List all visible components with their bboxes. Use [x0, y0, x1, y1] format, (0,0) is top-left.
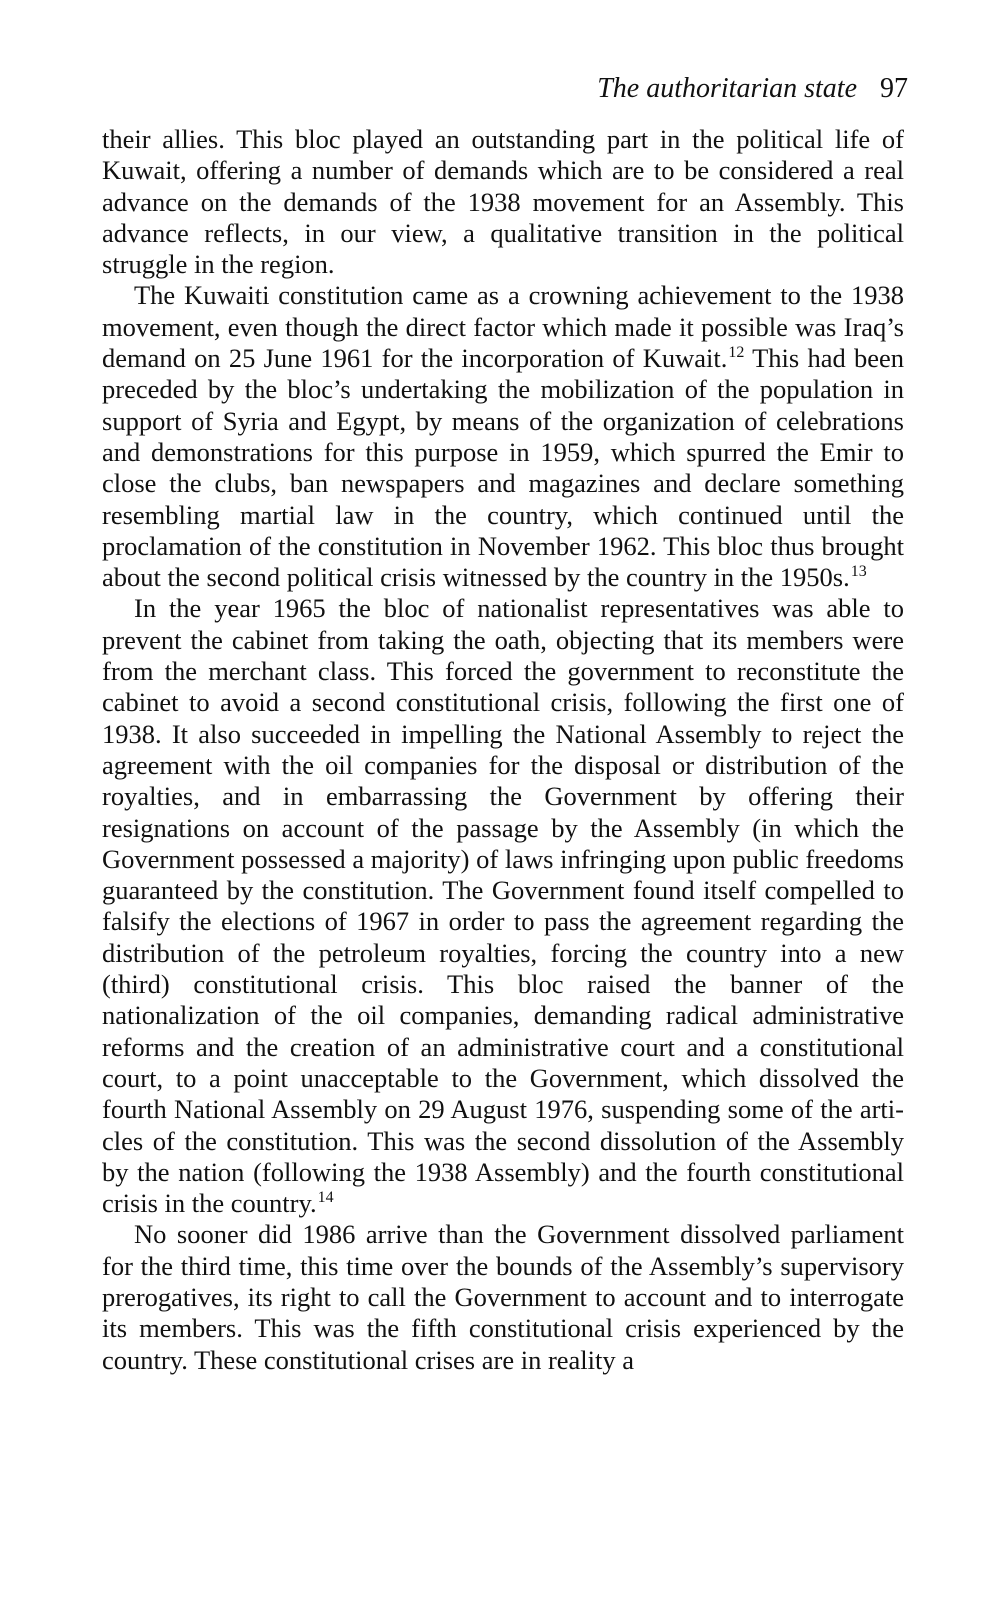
paragraph-text: This had been preceded by the bloc’s undertaking the mobilization of the population in support of Syria and Egypt, by means of the organization of celebrations and demonstrations for this purpose in 1959, which spurred the Emir to close the clubs, ban newspapers and magazines and declare something resembling martial law in the country, which continued until the proclamation of the constitution in November 1962. This bloc thus brought about the second political crisis witnessed by the country in the 1950s. [102, 343, 904, 593]
running-title: The authoritarian state [597, 73, 857, 104]
page-number: 97 [880, 73, 908, 104]
paragraph-text: In the year 1965 the bloc of nationalist representatives was able to prevent the cabinet from taking the oath, objecting that its members were from the merchant class. This forced the government to reconstitute the cabinet to avoid a second constitutional crisis, following the first one of 1938. It also succeeded in impelling the National Assembly to reject the agreement with the oil companies for the disposal or distribution of the royalties, and in embarrassing the Government by offering their resignations on account of the passage by the Assembly (in which the Government possessed a majority) of laws infringing upon public freedoms guaranteed by the constitution. The Government found itself compelled to falsify the elections of 1967 in order to pass the agreement regarding the distribution of the petroleum royalties, forcing the country into a new (third) constitutional crisis. This bloc raised the banner of the nationalization of the oil companies, demanding radical administrative reforms and the creation of an administrative court and a constitutional court, to a point unacceptable to the Government, which dissolved the fourth National Assembly on 29 August 1976, suspending some of the articles of the constitution. This was the second dissolution of the Assembly by the nation (following the 1938 Assembly) and the fourth constitutional crisis in the country. [102, 593, 904, 1219]
running-head [597, 72, 908, 106]
footnote-marker: 12 [728, 344, 745, 362]
paragraph-text: their allies. This bloc played an outstanding part in the political life of Kuwait, offering a number of demands which are to be considered a real advance on the demands of the 1938 movement for an Assembly. This advance reflects, in our view, a qualitative transition in the political struggle in the region. [102, 124, 904, 280]
paragraph-text: The Kuwaiti constitution came as a crowning achievement to the 1938 movement, even though the direct factor which made it possible was Iraq’s demand on 25 June 1961 for the incorporation of Kuwait. [102, 280, 904, 374]
paragraph [102, 280, 904, 593]
paragraph [102, 124, 904, 280]
paragraph-text: No sooner did 1986 arrive than the Government dissolved parliament for the third time, this time over the bounds of the Assembly’s supervisory prerogatives, its right to call the Government to account and to interrogate its members. This was the fifth constitutional crisis experienced by the country. These constitutional crises are in reality a [102, 1219, 904, 1375]
footnote-marker: 14 [317, 1189, 334, 1207]
body-text [102, 124, 904, 1376]
footnote-marker: 13 [850, 563, 867, 581]
paragraph [102, 1219, 904, 1375]
paragraph [102, 593, 904, 1219]
